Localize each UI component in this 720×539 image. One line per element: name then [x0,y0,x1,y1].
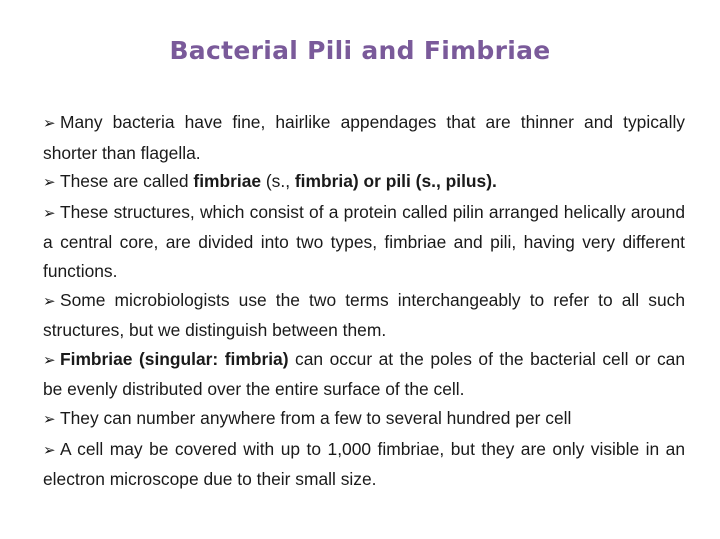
slide-title: Bacterial Pili and Fimbriae [169,36,551,65]
bullet-arrow-icon: ➢ [43,410,56,428]
slide-body [43,108,685,494]
bullet-item [43,286,685,345]
bullet-text: (s., [261,171,295,192]
bold-text: Fimbriae (singular: fimbria) [60,348,289,369]
bullet-arrow-icon: ➢ [43,351,56,369]
bullet-text: Many bacteria have fine, hairlike appendages that are thinner and typically shorter than flagella. [43,112,685,163]
bullet-item [43,167,685,198]
bullet-arrow-icon: ➢ [43,441,56,459]
bullet-arrow-icon: ➢ [43,115,56,132]
bullet-item [43,404,685,435]
bullet-arrow-icon: ➢ [43,174,56,192]
bold-text: fimbriae [193,171,262,192]
bold-text: fimbria) or pili (s., pilus). [294,171,497,192]
bullet-arrow-icon: ➢ [43,292,56,310]
bullet-text: Some microbiologists use the two terms interchangeably to refer to all such structures, but we distinguish between them. [43,289,685,341]
bullet-item [43,345,685,404]
bullet-item [43,198,685,286]
bullet-text: They can number anywhere from a few to several hundred per cell [60,407,572,428]
bullet-item [43,435,685,494]
bullet-text: These structures, which consist of a protein called pilin arranged helically around a central core, are divided into two types, fimbriae and pili, having very different functions. [43,201,685,281]
bullet-text: can occur at the poles of the bacterial cell or can be evenly distributed over the entire surface of the cell. [43,348,685,400]
bullet-item [43,108,685,167]
bullet-arrow-icon: ➢ [43,204,56,222]
bullet-text: These are called [60,171,194,192]
bullet-text: A cell may be covered with up to 1,000 fimbriae, but they are only visible in an electron microscope due to their small size. [43,438,685,490]
